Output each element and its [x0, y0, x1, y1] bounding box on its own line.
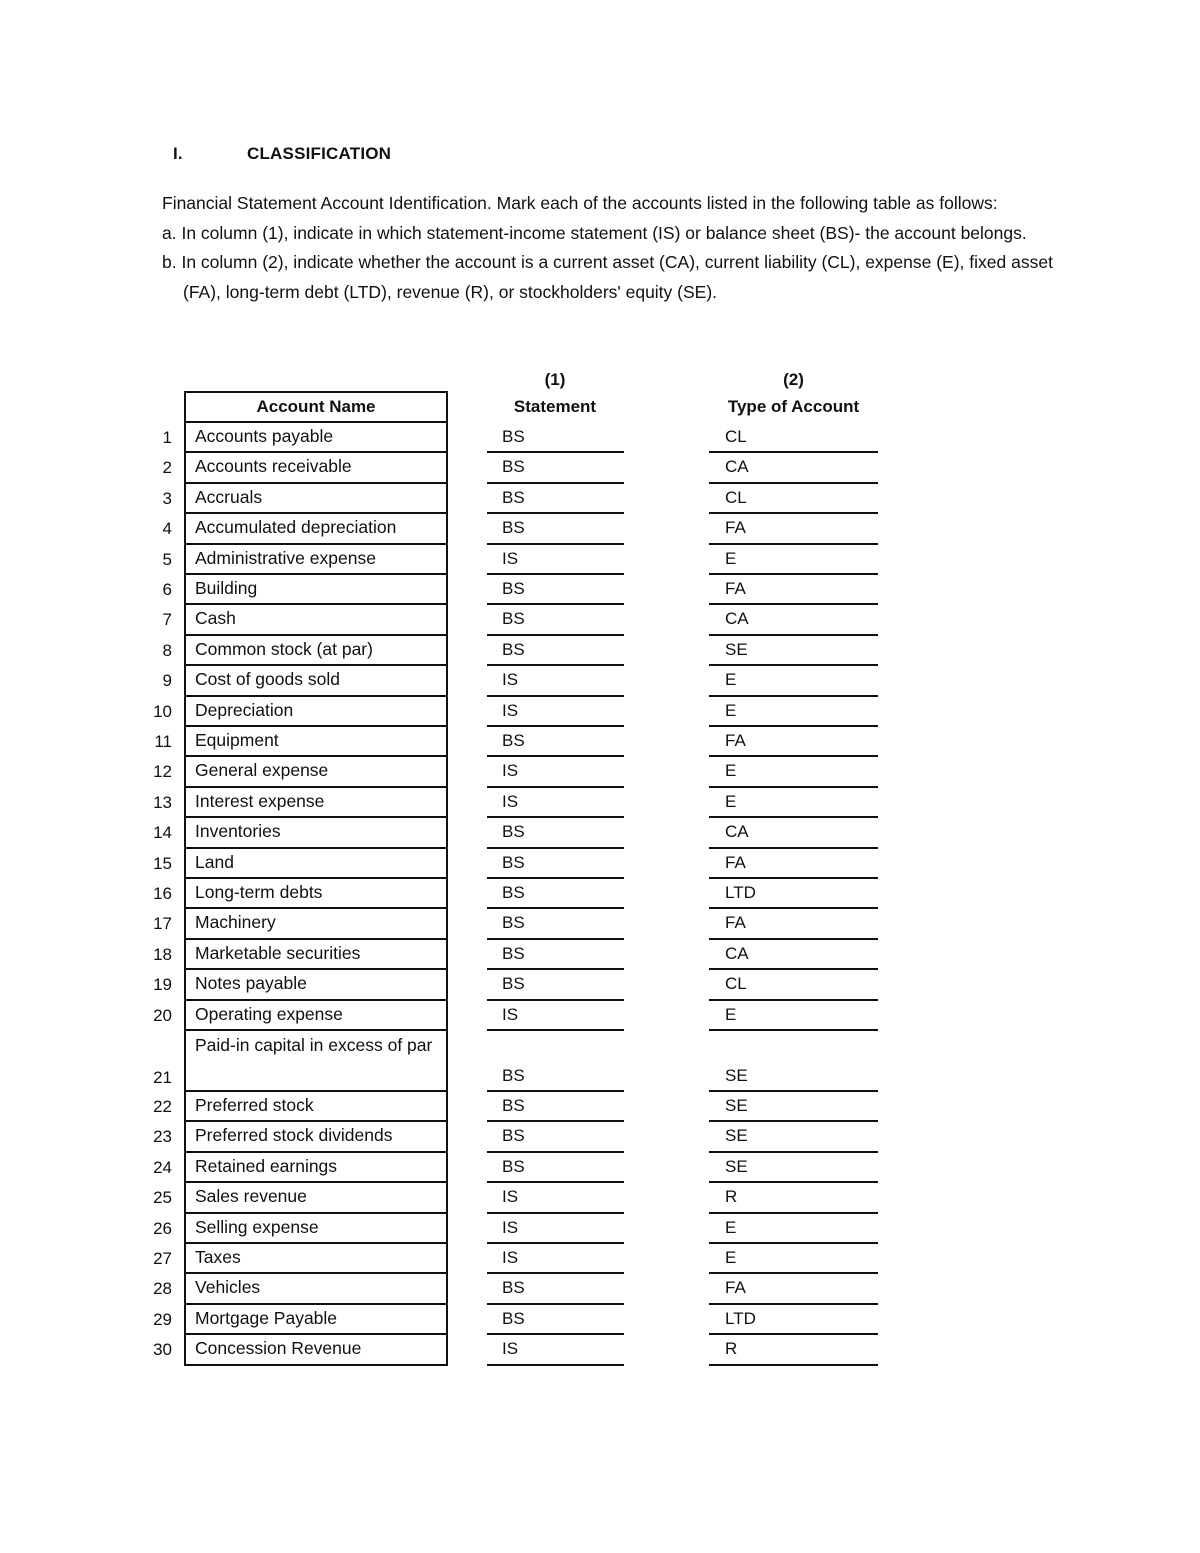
statement-answer[interactable]: IS: [487, 697, 624, 727]
account-name-cell: Interest expense: [184, 788, 448, 818]
account-name-cell: Accounts receivable: [184, 453, 448, 483]
account-name-cell: Inventories: [184, 818, 448, 848]
account-name-cell: Taxes: [184, 1244, 448, 1274]
statement-answer[interactable]: IS: [487, 1214, 624, 1244]
section-title: CLASSIFICATION: [247, 144, 392, 163]
type-answer[interactable]: CA: [709, 818, 878, 848]
account-name-cell: Accounts payable: [184, 423, 448, 453]
row-number: 29: [153, 1309, 172, 1329]
type-answer[interactable]: E: [709, 1244, 878, 1274]
row-number: 1: [162, 428, 172, 447]
account-name-cell: Cost of goods sold: [184, 666, 448, 696]
type-column-label: Type of Account: [727, 397, 860, 416]
statement-answer[interactable]: BS: [487, 484, 624, 514]
row-number: 20: [153, 1005, 172, 1025]
row-number: 2: [162, 458, 172, 478]
type-answer[interactable]: FA: [709, 575, 878, 605]
row-number: 28: [153, 1279, 172, 1299]
statement-column-number: (1): [544, 370, 566, 389]
type-answer[interactable]: E: [709, 545, 878, 575]
row-number: 30: [153, 1340, 172, 1360]
statement-answer[interactable]: BS: [487, 1305, 624, 1335]
statement-answer[interactable]: BS: [487, 514, 624, 544]
row-number: 18: [153, 944, 172, 964]
statement-column-label: Statement: [513, 397, 597, 416]
type-answer[interactable]: SE: [709, 1153, 878, 1183]
type-answer[interactable]: LTD: [709, 879, 878, 909]
row-number: 11: [154, 732, 172, 751]
type-answer[interactable]: CL: [709, 970, 878, 1000]
statement-answer[interactable]: IS: [487, 666, 624, 696]
type-answer[interactable]: CA: [709, 940, 878, 970]
row-number: 6: [162, 580, 172, 599]
section-number: I.: [173, 144, 183, 163]
type-answer[interactable]: FA: [709, 514, 878, 544]
statement-answer[interactable]: BS: [487, 818, 624, 848]
statement-answer[interactable]: BS: [487, 879, 624, 909]
account-name-cell: Building: [184, 575, 448, 605]
statement-answer[interactable]: BS: [487, 636, 624, 666]
type-answer[interactable]: FA: [709, 909, 878, 939]
row-number: 16: [153, 884, 172, 903]
statement-answer[interactable]: IS: [487, 1183, 624, 1213]
row-number: 25: [153, 1188, 172, 1208]
type-answer[interactable]: E: [709, 788, 878, 818]
row-number: 13: [153, 792, 172, 812]
statement-answer[interactable]: IS: [487, 1335, 624, 1365]
row-number: 10: [153, 701, 172, 721]
type-answer[interactable]: CA: [709, 453, 878, 483]
instruction-item-b: b. In column (2), indicate whether the account is a current asset (CA), current liability (CL), expense (E), fixed asset (FA), long-term debt (LTD), revenue (R), or stockholders' equity (SE).: [162, 252, 1053, 302]
account-name-cell: Marketable securities: [184, 940, 448, 970]
type-answer[interactable]: FA: [709, 1274, 878, 1304]
type-answer[interactable]: R: [709, 1335, 878, 1365]
statement-answer[interactable]: IS: [487, 757, 624, 787]
account-name-cell: Concession Revenue: [184, 1335, 448, 1365]
type-answer[interactable]: R: [709, 1183, 878, 1213]
type-answer[interactable]: CL: [709, 484, 878, 514]
type-answer[interactable]: E: [709, 757, 878, 787]
row-number: 26: [153, 1218, 172, 1238]
statement-answer[interactable]: IS: [487, 545, 624, 575]
statement-answer[interactable]: BS: [487, 1274, 624, 1304]
statement-answer[interactable]: BS: [487, 1122, 624, 1152]
statement-answer[interactable]: IS: [487, 788, 624, 818]
row-number: 17: [153, 914, 172, 934]
row-number: 4: [162, 519, 172, 539]
type-answer[interactable]: LTD: [709, 1305, 878, 1335]
row-number: 8: [162, 640, 172, 660]
instruction-item-a: a. In column (1), indicate in which statement-income statement (IS) or balance sheet (BS)- the account belongs.: [162, 222, 1027, 243]
row-number: 5: [162, 549, 172, 569]
account-name-cell: Machinery: [184, 909, 448, 939]
row-number: 22: [153, 1097, 172, 1116]
row-number: 9: [162, 671, 172, 691]
row-number: 7: [162, 610, 172, 630]
type-answer[interactable]: E: [709, 1001, 878, 1031]
row-number: 15: [153, 853, 172, 873]
type-answer[interactable]: FA: [709, 727, 878, 757]
statement-answer[interactable]: IS: [487, 1001, 624, 1031]
instructions-intro: Financial Statement Account Identification. Mark each of the accounts listed in the following table as follows:: [162, 193, 998, 213]
account-name-cell: Selling expense: [184, 1214, 448, 1244]
statement-answer[interactable]: BS: [487, 727, 624, 757]
account-name-cell: Equipment: [184, 727, 448, 757]
statement-answer[interactable]: BS: [487, 1092, 624, 1122]
row-number: 24: [153, 1157, 172, 1177]
type-answer[interactable]: FA: [709, 849, 878, 879]
account-name-cell: Administrative expense: [184, 545, 448, 575]
type-answer[interactable]: CA: [709, 605, 878, 635]
row-number: 14: [153, 823, 172, 843]
statement-answer[interactable]: BS: [487, 1153, 624, 1183]
account-name-cell: Accruals: [184, 484, 448, 514]
type-answer[interactable]: CL: [709, 423, 878, 453]
account-name-cell: Long-term debts: [184, 879, 448, 909]
statement-answer[interactable]: BS: [487, 423, 624, 453]
account-name-cell: Depreciation: [184, 697, 448, 727]
row-number: 12: [153, 762, 172, 782]
statement-answer[interactable]: BS: [487, 605, 624, 635]
type-column-number: (2): [783, 370, 804, 389]
account-name-cell: Sales revenue: [184, 1183, 448, 1213]
account-name-cell: Preferred stock: [184, 1092, 448, 1122]
account-name-cell: Preferred stock dividends: [184, 1122, 448, 1152]
type-answer[interactable]: E: [709, 697, 878, 727]
statement-answer[interactable]: BS: [487, 453, 624, 483]
statement-answer[interactable]: BS: [487, 940, 624, 970]
row-number: 3: [162, 488, 172, 508]
account-name-cell: Common stock (at par): [184, 636, 448, 666]
type-answer[interactable]: SE: [709, 1122, 878, 1152]
account-name-cell: General expense: [184, 757, 448, 787]
statement-answer[interactable]: BS: [487, 909, 624, 939]
account-name-cell: Operating expense: [184, 1001, 448, 1031]
account-name-cell: Land: [184, 849, 448, 879]
type-answer[interactable]: SE: [709, 1092, 878, 1122]
account-name-cell: Retained earnings: [184, 1153, 448, 1183]
type-answer[interactable]: E: [709, 666, 878, 696]
account-name-cell: Notes payable: [184, 970, 448, 1000]
statement-answer[interactable]: BS: [487, 575, 624, 605]
type-answer[interactable]: SE: [709, 636, 878, 666]
account-name-cell: Mortgage Payable: [184, 1305, 448, 1335]
type-answer[interactable]: E: [709, 1214, 878, 1244]
row-number: 23: [153, 1127, 172, 1147]
row-number: 21: [153, 1068, 172, 1087]
account-name-header: Account Name: [184, 391, 448, 423]
account-name-cell: Cash: [184, 605, 448, 635]
account-name-cell: Accumulated depreciation: [184, 514, 448, 544]
statement-answer[interactable]: BS: [487, 849, 624, 879]
statement-answer[interactable]: IS: [487, 1244, 624, 1274]
account-name-cell: Vehicles: [184, 1274, 448, 1304]
type-answer[interactable]: SE: [709, 1031, 878, 1092]
account-name-cell: Paid-in capital in excess of par: [184, 1031, 448, 1092]
row-number: 19: [153, 975, 172, 995]
row-number: 27: [153, 1249, 172, 1268]
statement-answer[interactable]: BS: [487, 970, 624, 1000]
statement-answer[interactable]: BS: [487, 1031, 624, 1092]
